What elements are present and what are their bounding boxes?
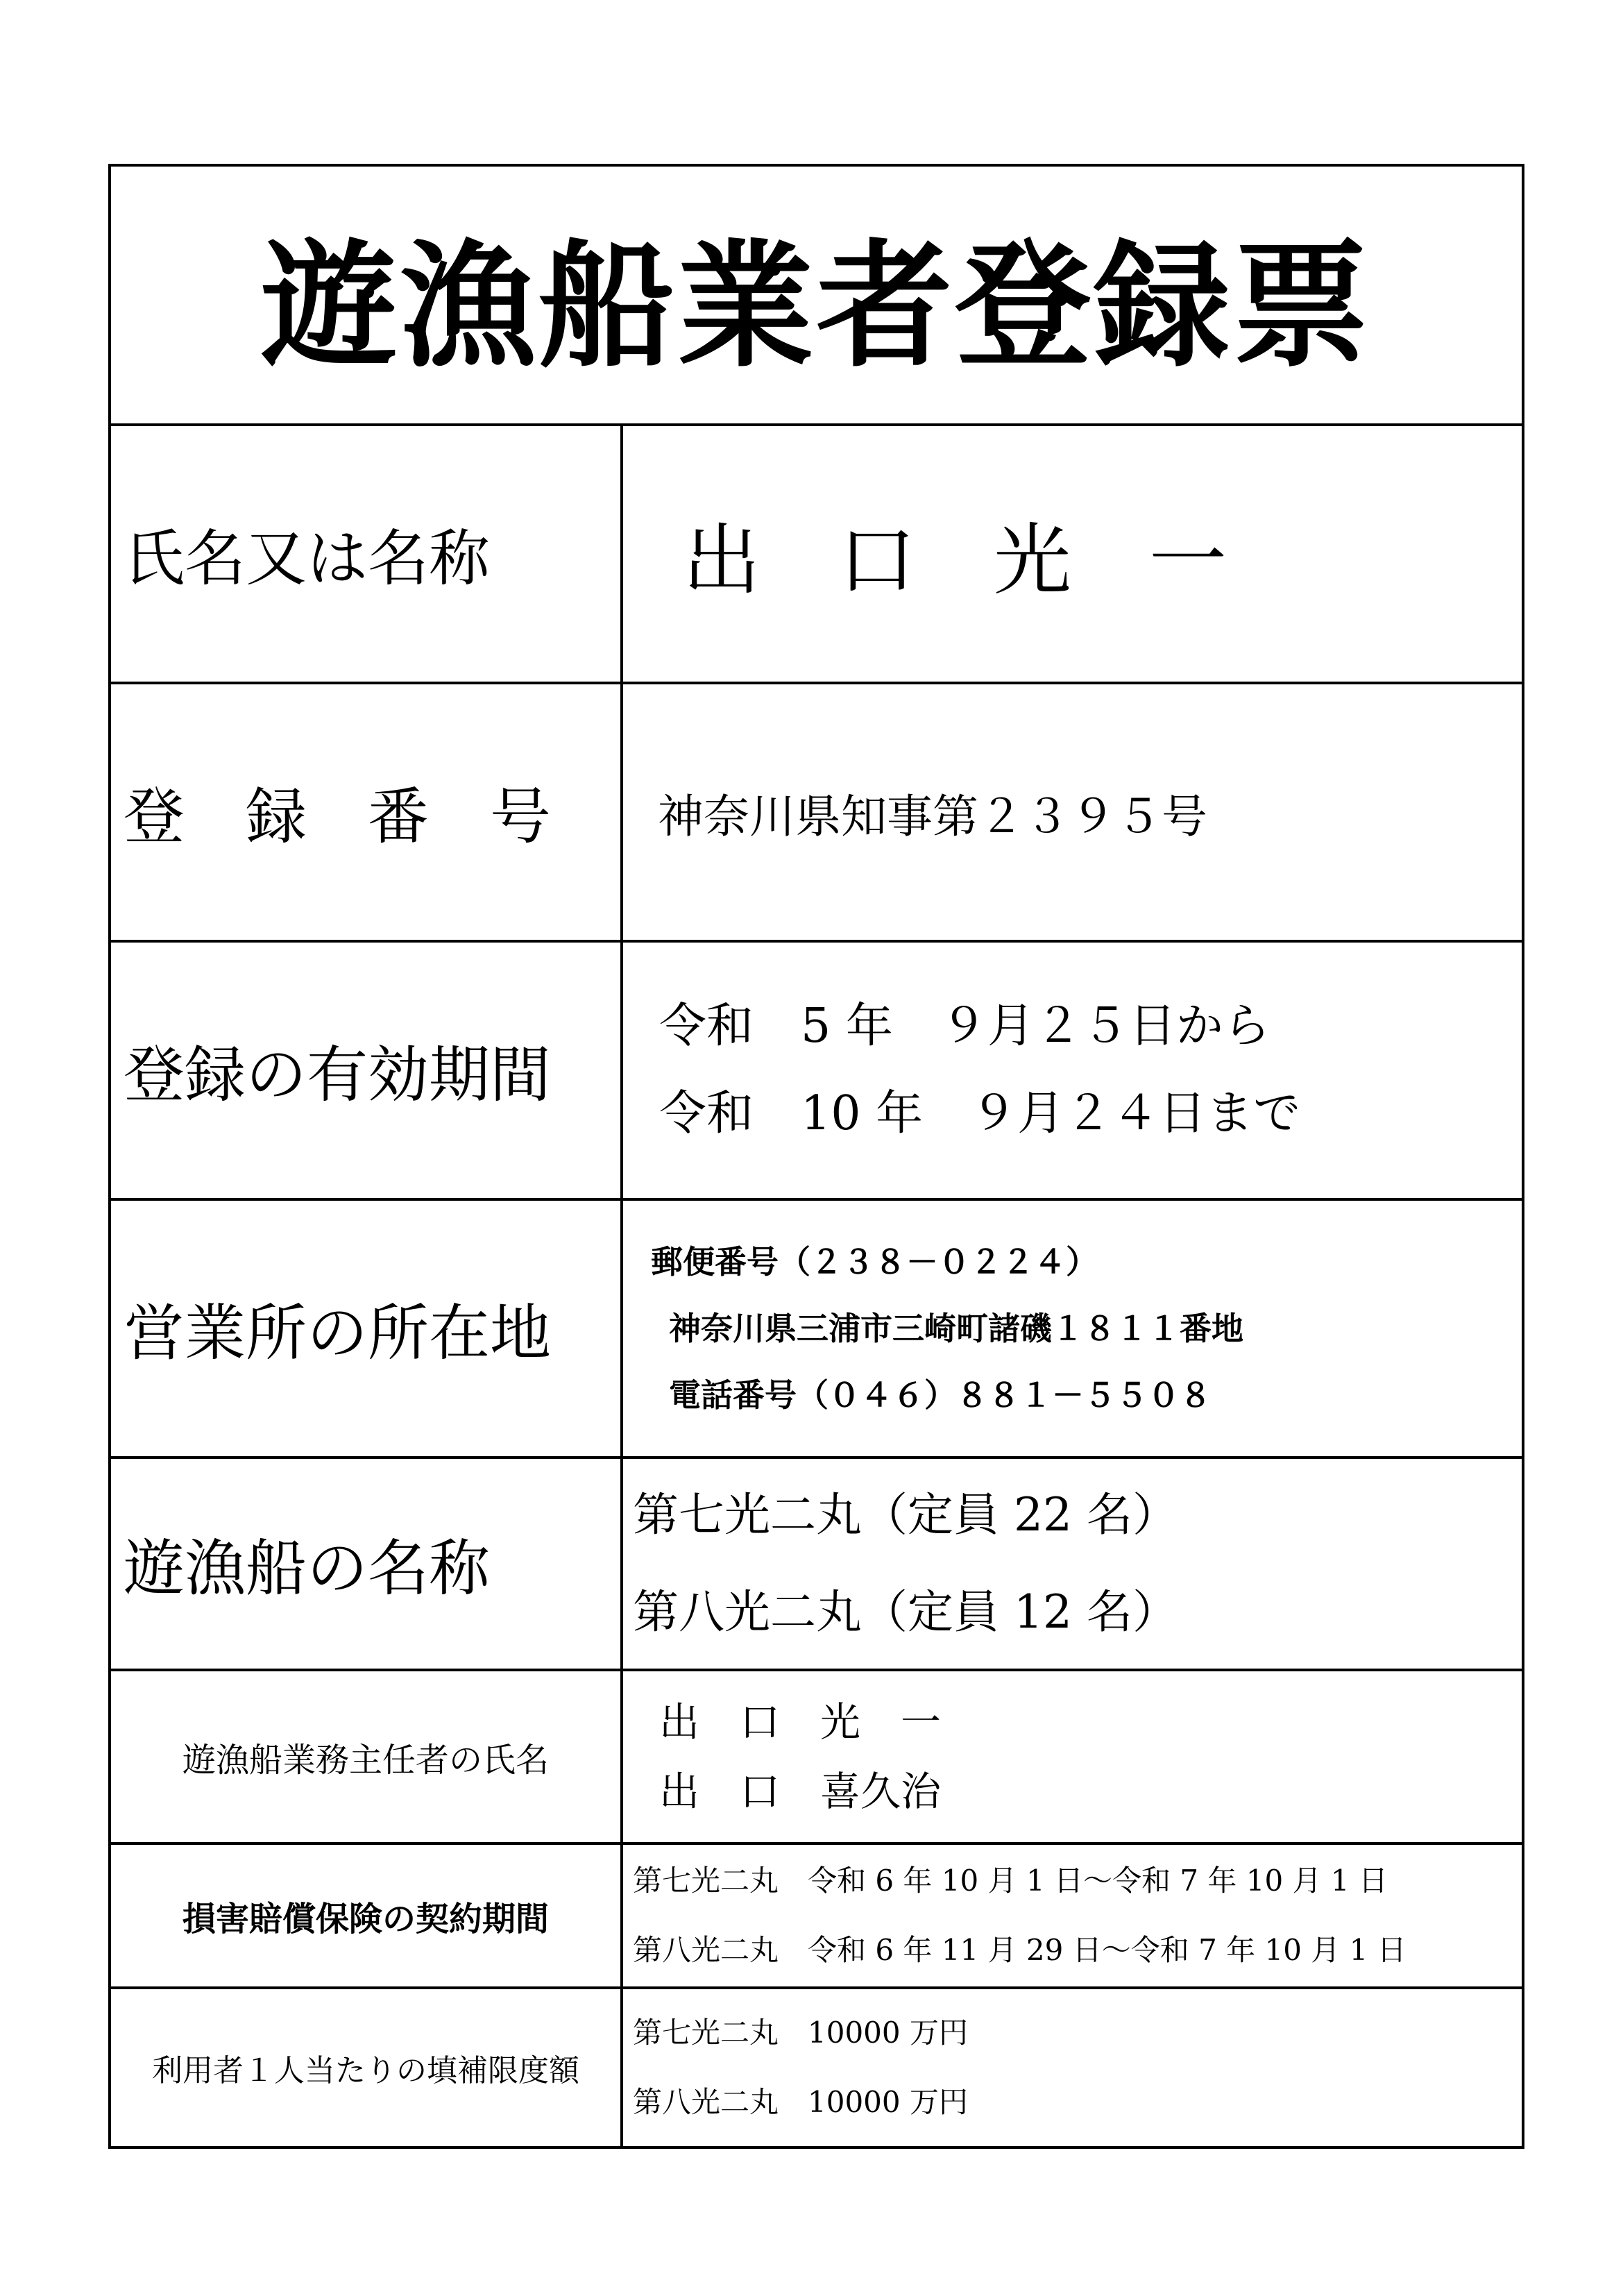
label-name: 氏名又は名称 — [111, 426, 623, 682]
office-postal-code: 郵便番号（２３８－０２２４） — [651, 1243, 1098, 1281]
vessel-name-2: 第八光二丸（定員 12 名） — [633, 1585, 1178, 1639]
validity-from: 令和 5 年 ９月２５日から — [659, 999, 1271, 1054]
value-office-location — [623, 1201, 1522, 1456]
document-title: 遊漁船業者登録票 — [261, 226, 1372, 386]
value-vessel-names — [623, 1459, 1522, 1669]
row-insurance-period — [111, 1842, 1522, 1986]
validity-to: 令和 10 年 ９月２４日まで — [659, 1086, 1301, 1141]
label-compensation-limit: 利用者１人当たりの填補限度額 — [111, 1989, 623, 2146]
row-manager-names — [111, 1669, 1522, 1842]
registration-certificate — [108, 164, 1524, 2149]
insurance-line-1: 第七光二丸 令和 6 年 10 月 1 日～令和 7 年 10 月 1 日 — [633, 1864, 1388, 1898]
value-manager-names — [623, 1671, 1522, 1842]
row-name — [111, 423, 1522, 682]
label-vessel-names: 遊漁船の名称 — [111, 1459, 623, 1669]
manager-name-2: 出 口 喜久治 — [659, 1768, 942, 1815]
label-registration-number: 登 録 番 号 — [111, 684, 623, 940]
manager-name-1: 出 口 光 一 — [659, 1698, 942, 1746]
label-office-location: 営業所の所在地 — [111, 1201, 623, 1456]
compensation-line-2: 第八光二丸 10000 万円 — [633, 2085, 968, 2119]
label-manager-names: 遊漁船業務主任者の氏名 — [111, 1671, 623, 1842]
office-address: 神奈川県三浦市三崎町諸磯１８１１番地 — [669, 1310, 1243, 1347]
label-insurance-period: 損害賠償保険の契約期間 — [111, 1845, 623, 1986]
value-insurance-period — [623, 1845, 1522, 1986]
row-compensation-limit — [111, 1986, 1522, 2146]
row-office-location — [111, 1198, 1522, 1456]
row-vessel-names — [111, 1456, 1522, 1669]
row-validity-period — [111, 940, 1522, 1198]
vessel-name-1: 第七光二丸（定員 22 名） — [633, 1488, 1178, 1542]
value-validity-period — [623, 943, 1522, 1198]
compensation-line-1: 第七光二丸 10000 万円 — [633, 2016, 968, 2050]
insurance-line-2: 第八光二丸 令和 6 年 11 月 29 日～令和 7 年 10 月 1 日 — [633, 1933, 1407, 1967]
value-registration-number: 神奈川県知事第２３９５号 — [658, 789, 1207, 843]
value-name: 出 口 光 一 — [683, 515, 1227, 606]
value-compensation-limit — [623, 1989, 1522, 2146]
row-registration-number — [111, 682, 1522, 940]
office-phone: 電話番号（０４６）８８１－５５０８ — [669, 1376, 1212, 1414]
label-validity-period: 登録の有効期間 — [111, 943, 623, 1198]
